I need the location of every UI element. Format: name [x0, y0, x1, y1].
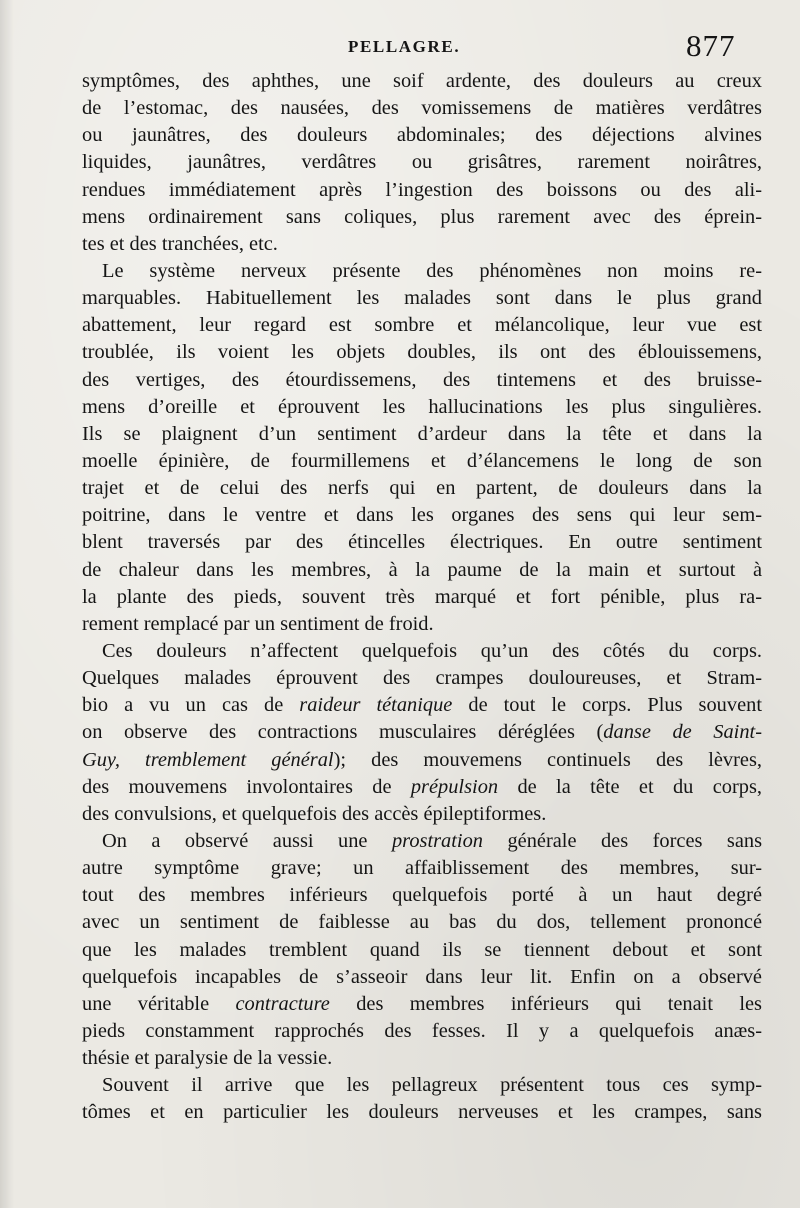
text-line: rement remplacé par un sentiment de froid. [82, 612, 434, 635]
text-line: Le système nerveux présente des phénomènes non moins re- [102, 259, 762, 282]
italic-term: prostration [391, 829, 483, 852]
text-line: quelquefois incapables de s’asseoir dans leur lit. Enfin on a observé [82, 965, 762, 988]
text-segment: des membres inférieurs qui tenait les [329, 992, 762, 1015]
text-line: moelle épinière, de fourmillemens et d’élancemens le long de son [82, 449, 762, 472]
page-edge-shadow [0, 0, 14, 1208]
body-text [82, 68, 762, 1126]
italic-term: raideur tétanique [299, 694, 453, 717]
text-line: liquides, jaunâtres, verdâtres ou grisâtres, rarement noirâtres, [82, 151, 762, 174]
text-line: rendues immédiatement après l’ingestion des boissons ou des ali- [82, 178, 762, 201]
text-line: Quelques malades éprouvent des crampes douloureuses, et Stram- [82, 667, 762, 690]
text-line [82, 719, 762, 746]
text-line: autre symptôme grave; un affaiblissement des membres, sur- [82, 857, 762, 880]
text-line: tout des membres inférieurs quelquefois porté à un haut degré [82, 884, 762, 907]
text-line [82, 828, 762, 855]
text-line: mens d’oreille et éprouvent les hallucinations les plus singulières. [82, 395, 762, 418]
text-line: poitrine, dans le ventre et dans les organes des sens qui leur sem- [82, 504, 762, 527]
text-line: tes et des tranchées, etc. [82, 232, 278, 255]
text-line: tômes et en particulier les douleurs nerveuses et les crampes, sans [82, 1101, 762, 1124]
text-line: pieds constamment rapprochés des fesses. Il y a quelquefois anæs- [82, 1019, 762, 1042]
text-segment: on observe des contractions musculaires déréglées ( [82, 721, 604, 744]
text-line: des vertiges, des étourdissemens, des tintemens et des bruisse- [82, 368, 762, 391]
text-line: la plante des pieds, souvent très marqué et fort pénible, plus ra- [82, 585, 762, 608]
text-line: trajet et de celui des nerfs qui en partent, de douleurs dans la [82, 477, 762, 500]
text-segment: ); des mouvemens continuels des lèvres, [333, 748, 762, 771]
italic-term: prépulsion [410, 775, 499, 798]
text-segment: de tout le corps. Plus souvent [452, 694, 762, 717]
text-line: Ils se plaignent d’un sentiment d’ardeur dans la tête et dans la [82, 422, 762, 445]
text-line: blent traversés par des étincelles électriques. En outre sentiment [82, 531, 762, 554]
text-line: abattement, leur regard est sombre et mélancolique, leur vue est [82, 314, 762, 337]
text-line: troublée, ils voient les objets doubles, ils ont des éblouissemens, [82, 341, 762, 364]
text-line: des convulsions, et quelquefois des accès épileptiformes. [82, 802, 547, 825]
running-head: PELLAGRE. [348, 37, 461, 56]
text-line: ou jaunâtres, des douleurs abdominales; des déjections alvines [82, 124, 762, 147]
italic-term: Guy, tremblement général [82, 748, 334, 771]
text-line [82, 692, 762, 719]
text-line: thésie et paralysie de la vessie. [82, 1047, 333, 1070]
italic-term: contracture [235, 992, 330, 1015]
text-segment: On a observé aussi une [102, 829, 392, 852]
text-line: de l’estomac, des nausées, des vomissemens de matières verdâtres [82, 97, 762, 120]
text-line: Souvent il arrive que les pellagreux présentent tous ces symp- [102, 1074, 762, 1097]
text-segment: une véritable [82, 992, 236, 1015]
text-line: mens ordinairement sans coliques, plus rarement avec des éprein- [82, 205, 762, 228]
text-line: avec un sentiment de faiblesse au bas du dos, tellement prononcé [82, 911, 762, 934]
italic-term: danse de Saint- [603, 721, 762, 744]
text-line: marquables. Habituellement les malades sont dans le plus grand [82, 287, 762, 310]
text-line: de chaleur dans les membres, à la paume de la main et surtout à [82, 558, 762, 581]
text-segment: des mouvemens involontaires de [82, 775, 411, 798]
text-line: que les malades tremblent quand ils se tiennent debout et sont [82, 938, 762, 961]
page-header [0, 28, 800, 72]
text-segment: générale des forces sans [482, 829, 762, 852]
text-line: Ces douleurs n’affectent quelquefois qu’un des côtés du corps. [102, 639, 762, 662]
text-segment: bio a vu un cas de [82, 694, 300, 717]
text-line [82, 774, 762, 801]
page-number: 877 [686, 28, 736, 63]
text-line [82, 991, 762, 1018]
text-line: symptômes, des aphthes, une soif ardente, des douleurs au creux [82, 70, 762, 92]
text-line [82, 747, 762, 774]
text-segment: de la tête et du corps, [498, 775, 762, 798]
